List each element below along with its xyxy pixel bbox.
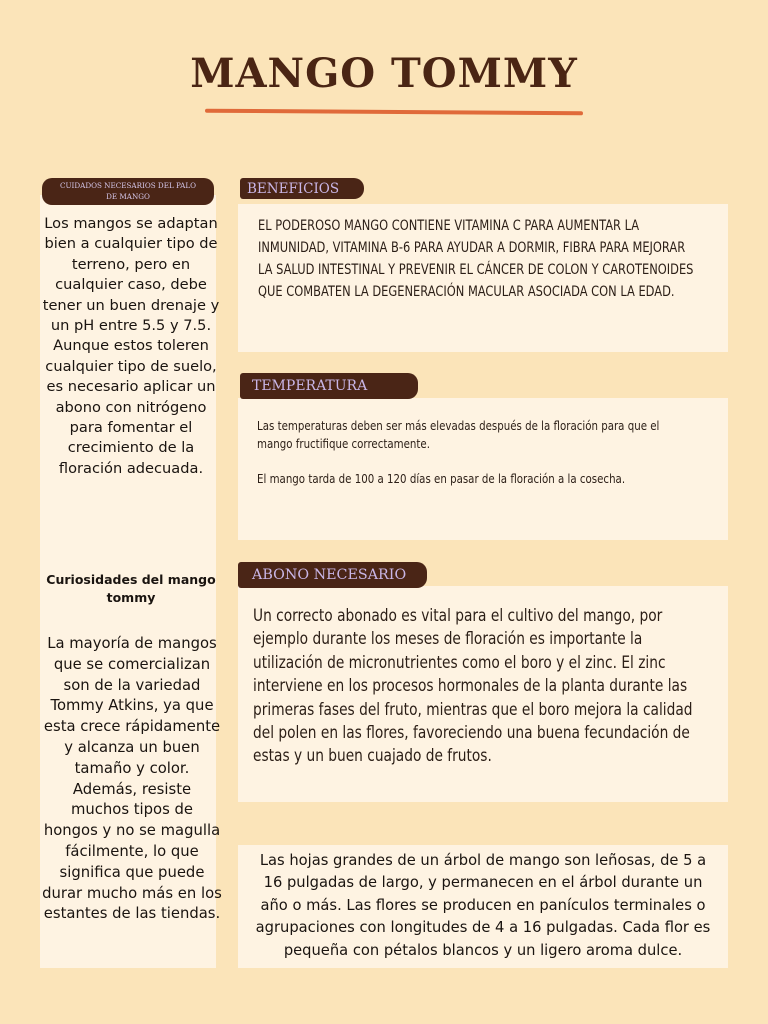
beneficios-line: QUE COMBATEN LA DEGENERACIÓN MACULAR ASOCIADA CON LA EDAD.	[258, 284, 675, 300]
beneficios-label: BENEFICIOS	[247, 181, 340, 197]
abono-text	[253, 605, 768, 769]
temperatura-line: El mango tarda de 100 a 120 días en pasar de la floración a la cosecha.	[257, 472, 626, 487]
hojas-text	[238, 850, 728, 962]
beneficios-tag	[240, 178, 364, 199]
temperatura-line: Las temperaturas deben ser más elevadas después de la floración para que el	[257, 419, 660, 434]
temperatura-text	[257, 418, 760, 489]
title-underline	[205, 109, 583, 116]
care-text: Los mangos se adaptan bien a cualquier tipo de terreno, pero en cualquier caso, debe tener un buen drenaje y un pH entre 5.5 y 7.5. Aunque estos toleren cualquier tipo de suelo, es necesario aplicar un abono con nitrógeno para fomentar el crecimiento de la floración adecuada.	[42, 215, 220, 477]
care-tag-line1: CUIDADOS NECESARIOS DEL PALO	[59, 181, 197, 190]
abono-tag	[238, 562, 427, 588]
beneficios-line: INMUNIDAD, VITAMINA B-6 PARA AYUDAR A DORMIR, FIBRA PARA MEJORAR	[258, 240, 686, 256]
abono-line: interviene en los procesos hormonales de la planta durante las	[253, 676, 688, 697]
care-tag-line2: DE MANGO	[106, 192, 150, 201]
temperatura-tag	[240, 373, 418, 399]
abono-line: primeras fases del fruto, mientras que el boro mejora la calidad	[253, 699, 693, 720]
beneficios-text	[258, 215, 768, 303]
care-tag	[42, 178, 214, 205]
temperatura-label: TEMPERATURA	[252, 378, 368, 394]
curiosities-text: La mayoría de mangos que se comercializan son de la variedad Tommy Atkins, ya que esta crece rápidamente y alcanza un buen tamaño y color. Además, resiste muchos tipos de hongos y no se magulla fácilmente, lo que significa que puede durar mucho más en los estantes de las tiendas.	[42, 635, 222, 923]
hojas-line: año o más. Las flores se producen en panículos terminales o	[260, 896, 706, 914]
beneficios-line: EL PODEROSO MANGO CONTIENE VITAMINA C PARA AUMENTAR LA	[258, 218, 640, 234]
curiosities-heading: Curiosidades del mango tommy	[46, 572, 216, 605]
hojas-line: 16 pulgadas de largo, y permanecen en el árbol durante un	[263, 874, 703, 892]
beneficios-line: LA SALUD INTESTINAL Y PREVENIR EL CÁNCER DE COLON Y CAROTENOIDES	[258, 262, 694, 278]
abono-line: utilización de micronutrientes como el boro y el zinc. El zinc	[253, 652, 666, 673]
abono-line: estas y un buen cuajado de frutos.	[253, 746, 492, 767]
hojas-line: pequeña con pétalos blancos y un ligero aroma dulce.	[283, 941, 683, 959]
hojas-line: Las hojas grandes de un árbol de mango son leñosas, de 5 a	[259, 852, 707, 869]
hojas-line: agrupaciones con longitudes de 4 a 16 pulgadas. Cada flor es	[255, 919, 711, 937]
page-title: MANGO TOMMY	[190, 50, 578, 97]
temperatura-line: mango fructifique correctamente.	[257, 437, 430, 452]
abono-line: ejemplo durante los meses de floración es importante la	[253, 629, 643, 650]
abono-line: Un correcto abonado es vital para el cultivo del mango, por	[253, 606, 663, 626]
abono-line: del polen en las flores, favoreciendo una buena fecundación de	[253, 723, 690, 744]
abono-label: ABONO NECESARIO	[252, 567, 407, 583]
